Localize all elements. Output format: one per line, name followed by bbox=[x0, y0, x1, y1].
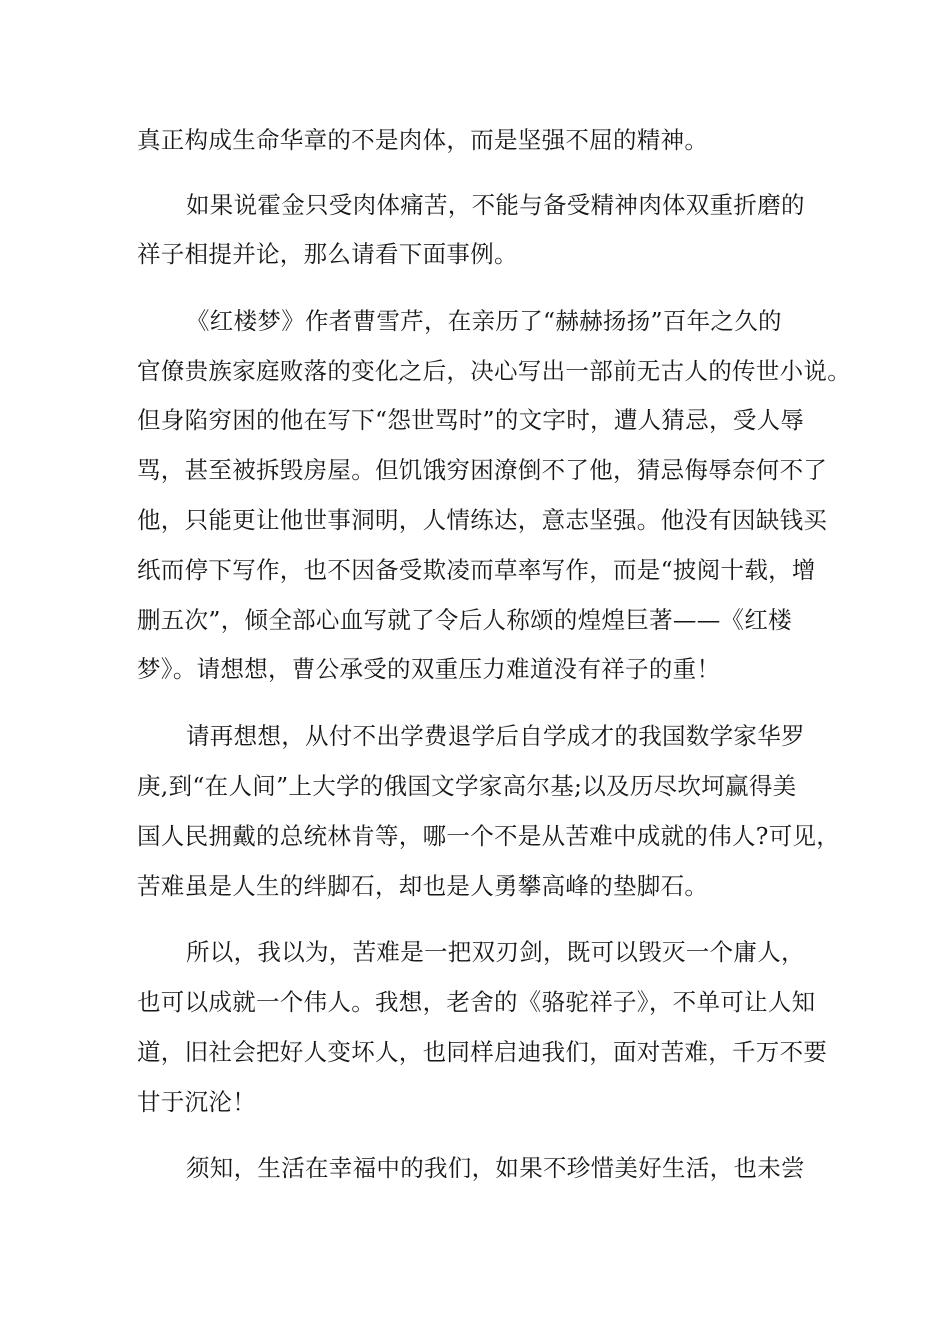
paragraph-5-line-3: 道，旧社会把好人变坏人，也同样启迪我们，面对苦难，千万不要 bbox=[137, 1038, 828, 1066]
paragraph-4-line-3: 国人民拥戴的总统林肯等，哪一个不是从苦难中成就的伟人?可见， bbox=[137, 822, 841, 850]
paragraph-5-line-1: 所以，我以为，苦难是一把双刃剑，既可以毁灭一个庸人， bbox=[186, 938, 805, 966]
paragraph-1-line-1: 真正构成生命华章的不是肉体，而是坚强不屈的精神。 bbox=[137, 126, 709, 154]
paragraph-5-line-2: 也可以成就一个伟人。我想，老舍的《骆驼祥子》，不单可让人知 bbox=[137, 988, 816, 1016]
paragraph-3-line-6: 纸而停下写作，也不因备受欺凌而草率写作，而是“披阅十载，增 bbox=[137, 556, 816, 584]
paragraph-2-line-1: 如果说霍金只受肉体痛苦，不能与备受精神肉体双重折磨的 bbox=[186, 191, 805, 219]
paragraph-5-line-4: 甘于沉沦！ bbox=[137, 1088, 256, 1116]
paragraph-2-line-2: 祥子相提并论，那么请看下面事例。 bbox=[137, 240, 518, 268]
paragraph-6-line-1: 须知，生活在幸福中的我们，如果不珍惜美好生活，也未尝 bbox=[186, 1154, 805, 1182]
paragraph-4-line-2: 庚,到“在人间”上大学的俄国文学家高尔基;以及历尽坎坷赢得美 bbox=[137, 772, 797, 800]
paragraph-3-line-3: 但身陷穷困的他在写下“怨世骂时”的文字时，遭人猜忌，受人辱 bbox=[137, 406, 805, 434]
paragraph-3-line-2: 官僚贵族家庭败落的变化之后，决心写出一部前无古人的传世小说。 bbox=[137, 357, 851, 385]
paragraph-3-line-5: 他，只能更让他世事洞明，人情练达，意志坚强。他没有因缺钱买 bbox=[137, 506, 828, 534]
paragraph-3-line-7: 删五次”，倾全部心血写就了令后人称颂的煌煌巨著——《红楼 bbox=[137, 606, 792, 634]
paragraph-3-line-1: 《红楼梦》作者曹雪芹，在亲历了“赫赫扬扬”百年之久的 bbox=[186, 307, 782, 335]
paragraph-4-line-4: 苦难虽是人生的绊脚石，却也是人勇攀高峰的垫脚石。 bbox=[137, 872, 709, 900]
paragraph-3-line-8: 梦》。请想想，曹公承受的双重压力难道没有祥子的重！ bbox=[137, 655, 721, 683]
paragraph-3-line-4: 骂，甚至被拆毁房屋。但饥饿穷困潦倒不了他，猜忌侮辱奈何不了 bbox=[137, 456, 828, 484]
paragraph-4-line-1: 请再想想，从付不出学费退学后自学成才的我国数学家华罗 bbox=[186, 722, 805, 750]
